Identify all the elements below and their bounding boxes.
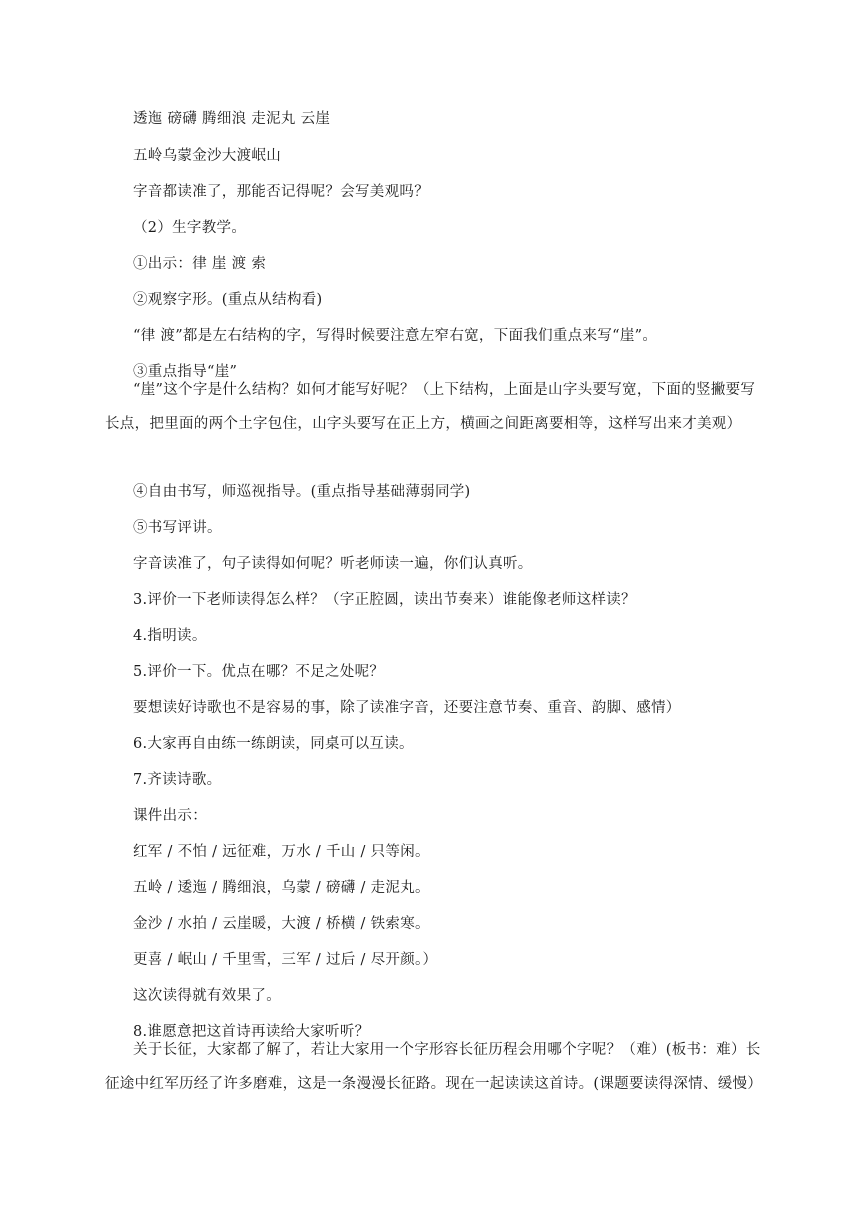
paragraph: 3.评价一下老师读得怎么样？（字正腔圆，读出节奏来）谁能像老师这样读？ bbox=[133, 592, 636, 608]
paragraph: 7.齐读诗歌。 bbox=[133, 772, 222, 788]
poem-line: 五岭 / 逶迤 / 腾细浪，乌蒙 / 磅礴 / 走泥丸。 bbox=[133, 880, 430, 896]
paragraph: 课件出示： bbox=[133, 808, 207, 824]
paragraph: ⑤书写评讲。 bbox=[133, 520, 222, 536]
paragraph: 6.大家再自由练一练朗读，同桌可以互读。 bbox=[133, 736, 414, 752]
paragraph: ①出示：律 崖 渡 索 bbox=[133, 256, 267, 272]
paragraph: ③重点指导“崖” bbox=[133, 364, 238, 380]
paragraph: ④自由书写，师巡视指导。(重点指导基础薄弱同学) bbox=[133, 484, 471, 500]
paragraph: 这次读得就有效果了。 bbox=[133, 988, 281, 1004]
paragraph: 关于长征，大家都了解了，若让大家用一个字形容长征历程会用哪个字呢？（难）(板书：难）长征途中红军历经了许多磨难，这是一条漫漫长征路。现在一起读读这首诗。(课题要读得深情、缓慢） bbox=[105, 1042, 763, 1092]
paragraph: 五岭乌蒙金沙大渡岷山 bbox=[133, 148, 281, 164]
poem-line: 金沙 / 水拍 / 云崖暖，大渡 / 桥横 / 铁索寒。 bbox=[133, 916, 430, 932]
paragraph: 要想读好诗歌也不是容易的事，除了读准字音，还要注意节奏、重音、韵脚、感情） bbox=[133, 700, 681, 716]
paragraph: ②观察字形。(重点从结构看) bbox=[133, 292, 323, 308]
paragraph: 字音都读准了，那能否记得呢？会写美观吗？ bbox=[133, 184, 429, 200]
poem-line: 红军 / 不怕 / 远征难，万水 / 千山 / 只等闲。 bbox=[133, 844, 430, 860]
poem-line: 更喜 / 岷山 / 千里雪，三军 / 过后 / 尽开颜。） bbox=[133, 952, 438, 968]
paragraph: “律 渡”都是左右结构的字，写得时候要注意左窄右宽，下面我们重点来写“崖”。 bbox=[133, 328, 658, 344]
paragraph: （2）生字教学。 bbox=[133, 220, 247, 236]
paragraph: 4.指明读。 bbox=[133, 628, 207, 644]
paragraph: “崖”这个字是什么结构？如何才能写好呢？（上下结构，上面是山字头要写宽，下面的竖撇要写长点，把里面的两个土字包住，山字头要写在正上方，横画之间距离要相等，这样写出来才美观） bbox=[105, 382, 756, 432]
paragraph: 8.谁愿意把这首诗再读给大家听听？ bbox=[133, 1024, 370, 1040]
paragraph: 5.评价一下。优点在哪？不足之处呢？ bbox=[133, 664, 385, 680]
paragraph: 字音读准了，句子读得如何呢？听老师读一遍，你们认真听。 bbox=[133, 556, 533, 572]
paragraph: 透迤 磅礴 腾细浪 走泥丸 云崖 bbox=[133, 111, 331, 127]
